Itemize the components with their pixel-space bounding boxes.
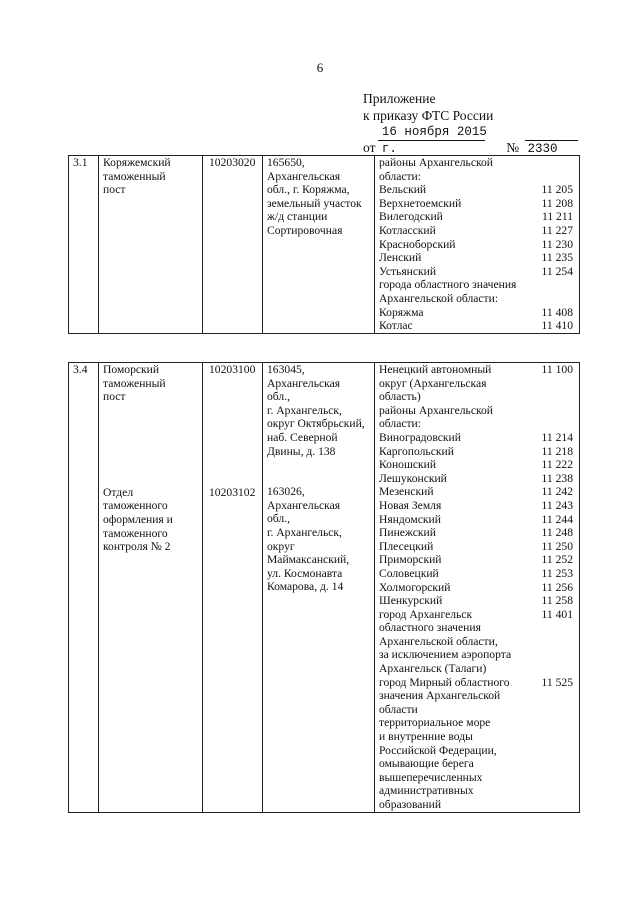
district-code xyxy=(536,784,574,798)
sub-department-address: 163026, Архангельская обл., г. Архангельск, округ Маймаксанский, ул. Космонавта Комарова, д. 14 xyxy=(267,485,350,594)
district-code: 11 238 xyxy=(541,471,573,485)
district-name: районы Архангельской xyxy=(379,156,494,169)
district-name: города областного значения xyxy=(379,278,517,292)
district-name: Няндомский xyxy=(379,512,441,526)
row-number: 3.4 xyxy=(69,363,99,813)
district-code: 11 242 xyxy=(541,485,573,499)
district-name: Плесецкий xyxy=(379,539,434,553)
date-underline xyxy=(378,140,485,141)
district-name: Котлас xyxy=(379,319,413,333)
district-name: Новая Земля xyxy=(379,498,442,512)
date-prefix: от xyxy=(363,140,376,155)
number-underline xyxy=(525,140,578,141)
district-name: районы Архангельской xyxy=(379,403,494,417)
order-reference: к приказу ФТС России xyxy=(363,108,494,123)
district-code xyxy=(536,648,574,662)
district-name: Пинежский xyxy=(379,526,436,540)
district-code: 11 208 xyxy=(541,196,573,210)
district-list xyxy=(375,363,536,813)
district-code: 11 205 xyxy=(541,183,573,197)
district-name: Котласский xyxy=(379,223,436,237)
district-name: Шенкурский xyxy=(379,594,443,608)
district-name: Ленский xyxy=(379,251,422,265)
district-name: Коношский xyxy=(379,458,437,472)
district-name: Лешуконский xyxy=(379,471,447,485)
district-code xyxy=(536,170,574,184)
table-row xyxy=(69,156,580,334)
district-name: Архангельск (Талаги) xyxy=(379,662,487,676)
district-name: Вилегодский xyxy=(379,210,443,224)
district-name: Красноборский xyxy=(379,237,456,251)
district-name: Соловецкий xyxy=(379,566,439,580)
district-code xyxy=(536,744,574,758)
district-name: Верхнетоемский xyxy=(379,196,462,210)
district-code: 11 244 xyxy=(541,512,573,526)
district-name: Каргопольский xyxy=(379,444,454,458)
district-name: омывающие берега xyxy=(379,757,474,771)
district-code: 11 254 xyxy=(541,264,573,278)
district-code xyxy=(536,621,574,635)
post-name: Поморский таможенный пост Отдел таможенного оформления и таможенного контроля № 2 xyxy=(99,363,203,813)
district-code xyxy=(536,404,574,418)
customs-table-3-1 xyxy=(68,155,580,334)
district-code xyxy=(536,662,574,676)
district-name: Коряжма xyxy=(379,305,424,319)
district-name: округ (Архангельская xyxy=(379,376,487,390)
order-date-line xyxy=(363,124,593,158)
district-name: областного значения xyxy=(379,621,481,635)
district-code: 11 230 xyxy=(541,237,573,251)
district-code xyxy=(536,771,574,785)
district-code: 11 410 xyxy=(541,319,573,333)
district-code: 11 401 xyxy=(541,607,573,621)
post-address: 163045, Архангельская обл., г. Архангельск, округ Октябрьский, наб. Северной Двины, д. 138 163026, Архангельская обл., г. Архангельск, округ Маймаксанский, ул. Космонавта Комарова, д. 14 xyxy=(263,363,375,813)
district-code: 11 408 xyxy=(541,305,573,319)
district-name: Холмогорский xyxy=(379,580,451,594)
district-name: Мезенский xyxy=(379,485,434,499)
page-number: 6 xyxy=(316,60,324,75)
post-name: Коряжемский таможенный пост xyxy=(99,156,203,334)
district-code: 11 525 xyxy=(541,675,573,689)
post-code: 10203100 10203102 xyxy=(203,363,263,813)
district-code: 11 250 xyxy=(541,539,573,553)
district-name: области xyxy=(379,702,418,716)
district-name: и внутренние воды xyxy=(379,730,473,744)
district-code xyxy=(536,716,574,730)
post-code: 10203020 xyxy=(203,156,263,334)
district-code: 11 258 xyxy=(541,594,573,608)
district-name: Виноградовский xyxy=(379,430,461,444)
order-date: 16 ноября 2015 г. xyxy=(381,125,487,156)
district-code xyxy=(536,730,574,744)
district-code: 11 253 xyxy=(541,566,573,580)
district-name: вышеперечисленных xyxy=(379,770,483,784)
post-address: 165650, Архангельская обл., г. Коряжма, земельный участок ж/д станции Сортировочная xyxy=(263,156,375,334)
district-name: области: xyxy=(379,169,421,183)
district-code: 11 100 xyxy=(541,363,573,376)
number-sign: № xyxy=(506,140,520,155)
district-name: город Архангельск xyxy=(379,607,473,621)
district-code xyxy=(536,757,574,771)
district-name: области: xyxy=(379,417,421,431)
district-name: территориальное море xyxy=(379,716,491,730)
district-name: Ненецкий автономный xyxy=(379,363,492,376)
district-code: 11 252 xyxy=(541,553,573,567)
order-number: 2330 xyxy=(527,142,558,156)
district-code xyxy=(536,703,574,717)
district-name: Устьянский xyxy=(379,264,437,278)
district-code: 11 227 xyxy=(541,223,573,237)
district-code: 11 235 xyxy=(541,251,573,265)
district-code xyxy=(536,156,574,170)
district-name: Архангельской области: xyxy=(379,291,499,305)
district-code: 11 243 xyxy=(541,498,573,512)
district-name: Архангельской области, xyxy=(379,634,498,648)
district-name: за исключением аэропорта xyxy=(379,648,512,662)
district-name: административных xyxy=(379,784,474,798)
district-code xyxy=(536,278,574,292)
appendix-label: Приложение xyxy=(363,91,436,106)
district-code: 11 248 xyxy=(541,526,573,540)
district-code xyxy=(536,689,574,703)
district-name: значения Архангельской xyxy=(379,689,501,703)
district-list xyxy=(375,156,536,334)
district-name: область) xyxy=(379,390,421,404)
district-code: 11 218 xyxy=(541,444,573,458)
customs-table-3-4 xyxy=(68,362,580,813)
district-name: Вельский xyxy=(379,183,427,197)
district-code xyxy=(536,635,574,649)
district-name: образований xyxy=(379,798,442,811)
district-code xyxy=(536,292,574,306)
district-name: Российской Федерации, xyxy=(379,743,497,757)
district-code: 11 214 xyxy=(541,430,573,444)
district-code: 11 222 xyxy=(541,458,573,472)
okato-code-list xyxy=(536,156,580,334)
district-name: Приморский xyxy=(379,553,442,567)
district-code xyxy=(536,798,574,812)
okato-code-list xyxy=(536,363,580,813)
row-number: 3.1 xyxy=(69,156,99,334)
sub-department-code: 10203102 xyxy=(209,485,256,499)
table-row xyxy=(69,363,580,813)
district-name: город Мирный областного xyxy=(379,675,510,689)
district-code xyxy=(536,390,574,404)
sub-department-name: Отдел таможенного оформления и таможенного контроля № 2 xyxy=(103,485,173,554)
district-code: 11 256 xyxy=(541,580,573,594)
district-code xyxy=(536,417,574,431)
district-code: 11 211 xyxy=(541,210,573,224)
district-code xyxy=(536,377,574,391)
